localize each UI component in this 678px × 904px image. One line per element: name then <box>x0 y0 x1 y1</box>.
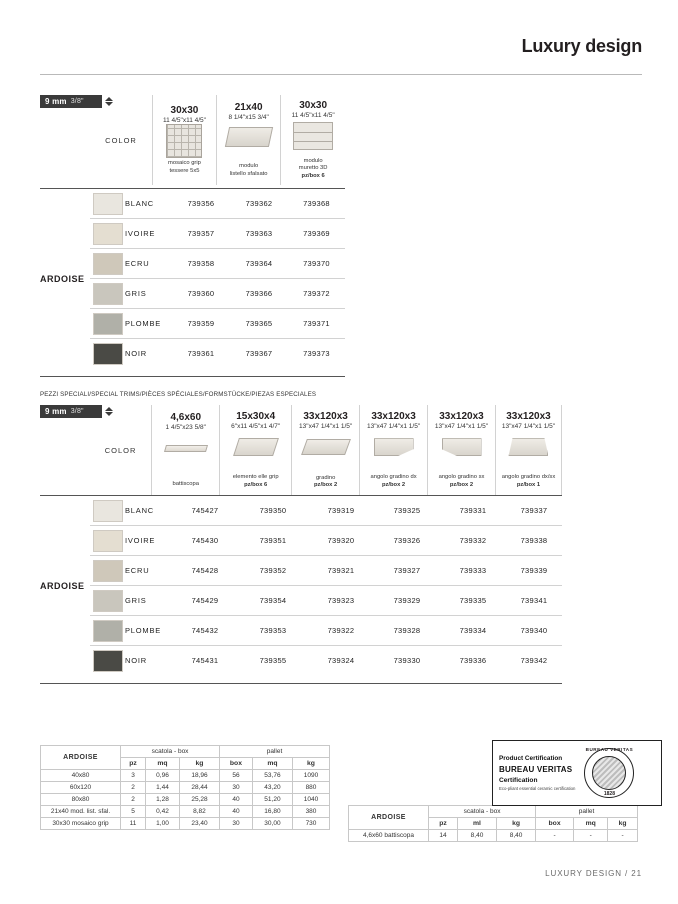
packing-cell: 2 <box>121 782 146 794</box>
packing-main-group1: scatola - box <box>121 746 220 758</box>
section2-col5-caption-bold: pz/box 1 <box>516 481 541 488</box>
packing-cell: 40 <box>220 806 253 818</box>
product-code: 739360 <box>187 289 215 298</box>
packing-trim-h5: kg <box>608 818 638 830</box>
section2-col3-caption1: angolo gradino dx <box>370 474 417 481</box>
section2-col1-caption1: elemento elle grip <box>232 474 279 481</box>
product-thumb-muretto <box>289 122 337 158</box>
section2-col4-size: 33x120x3 <box>439 411 484 423</box>
product-code: 739324 <box>327 656 355 666</box>
product-code: 739356 <box>187 199 215 208</box>
packing-main-h5: kg <box>292 758 329 770</box>
cert-line2: BUREAU VERITAS <box>499 764 573 774</box>
packing-trim-h3: box <box>536 818 574 830</box>
packing-cell: 28,44 <box>179 782 219 794</box>
packing-cell: 1040 <box>292 794 329 806</box>
product-code: 739363 <box>245 229 273 238</box>
table-row <box>41 770 330 782</box>
packing-trim-group1: scatola - box <box>429 806 536 818</box>
packing-format: 30x30 mosaico grip <box>41 818 121 830</box>
table-row <box>349 830 638 842</box>
packing-cell: 380 <box>292 806 329 818</box>
color-name: BLANC <box>125 506 155 515</box>
section2-col2-size-imperial: 13"x47 1/4"x1 1/5" <box>299 422 353 430</box>
packing-cell: 56 <box>220 770 253 782</box>
color-swatch <box>93 313 123 335</box>
color-name: IVOIRE <box>125 229 156 238</box>
section2-family: ARDOISE <box>40 580 85 591</box>
product-code: 739320 <box>327 536 355 545</box>
table-row <box>41 782 330 794</box>
product-code: 739325 <box>393 506 421 515</box>
packing-cell: 23,40 <box>179 818 219 830</box>
packing-main-h1: mq <box>146 758 180 770</box>
color-name: ECRU <box>125 566 150 575</box>
packing-cell: 880 <box>292 782 329 794</box>
product-code: 739351 <box>259 536 287 545</box>
product-code: 739341 <box>520 596 548 605</box>
packing-main-h2: kg <box>179 758 219 770</box>
packing-trim-h0: pz <box>429 818 458 830</box>
packing-cell: 1090 <box>292 770 329 782</box>
packing-cell: 30 <box>220 782 253 794</box>
section2-col5-size: 33x120x3 <box>506 411 551 423</box>
packing-main-group2: pallet <box>220 746 330 758</box>
table-row <box>40 586 562 616</box>
color-name: GRIS <box>125 289 147 298</box>
product-code: 739333 <box>459 566 487 575</box>
product-code: 739373 <box>303 349 330 359</box>
product-code: 739336 <box>459 656 487 666</box>
table-row <box>40 646 562 676</box>
packing-trim-family: ARDOISE <box>349 806 429 830</box>
packing-table-main <box>40 745 330 830</box>
color-swatch <box>93 193 123 215</box>
product-code: 739321 <box>327 566 355 575</box>
packing-cell: 5 <box>121 806 146 818</box>
product-code: 739329 <box>393 596 421 605</box>
packing-cell: 18,96 <box>179 770 219 782</box>
color-name: PLOMBE <box>125 626 162 635</box>
product-code: 745432 <box>191 626 219 635</box>
color-swatch <box>93 253 123 275</box>
section1-col2-size-imperial: 11 4/5"x11 4/5" <box>291 112 335 120</box>
product-code: 739366 <box>245 289 273 298</box>
packing-cell: 51,20 <box>252 794 292 806</box>
packing-cell: 730 <box>292 818 329 830</box>
product-code: 739327 <box>393 566 421 575</box>
packing-format: 60x120 <box>41 782 121 794</box>
product-code: 739354 <box>259 596 287 605</box>
section2-col3-size: 33x120x3 <box>371 411 416 423</box>
product-thumb-gradino <box>302 439 350 475</box>
packing-cell: - <box>608 830 638 842</box>
table-row <box>40 616 562 646</box>
product-code: 739332 <box>459 536 487 545</box>
packing-cell: 1,28 <box>146 794 180 806</box>
section1-col2-caption-bold: pz/box 6 <box>301 172 325 179</box>
section1-col2-caption1: modulo <box>303 158 323 165</box>
table-row <box>41 806 330 818</box>
color-name: PLOMBE <box>125 319 162 328</box>
packing-cell: 8,40 <box>457 830 496 842</box>
page-footer: LUXURY DESIGN / 21 <box>545 869 642 878</box>
color-name: NOIR <box>125 349 147 359</box>
packing-cell: 16,80 <box>252 806 292 818</box>
section1-col2-caption2: muretto 3D <box>298 165 328 172</box>
cert-seal-top: BUREAU VERITAS <box>585 747 634 752</box>
product-code: 739371 <box>303 319 330 328</box>
color-name: GRIS <box>125 596 147 605</box>
packing-format: 4,6x60 battiscopa <box>349 830 429 842</box>
product-code: 745431 <box>191 656 219 666</box>
section2-col2-caption1: gradino <box>315 474 336 481</box>
color-name: ECRU <box>125 259 150 268</box>
packing-cell: - <box>574 830 608 842</box>
product-code: 739369 <box>303 229 330 238</box>
section2-col1-caption-bold: pz/box 6 <box>244 481 268 488</box>
color-swatch <box>93 590 123 612</box>
packing-cell: 30,00 <box>252 818 292 830</box>
cert-line3: Certification <box>499 776 538 784</box>
section1-col2-size: 30x30 <box>299 100 328 112</box>
section2-col3-caption-bold: pz/box 2 <box>381 481 406 488</box>
section2-col0-caption1: battiscopa <box>172 480 199 487</box>
product-thumb-angolo-sx <box>438 438 486 474</box>
product-code: 739337 <box>520 506 548 515</box>
thickness-fraction-2: 3/8" <box>70 408 84 415</box>
product-code: 739368 <box>303 199 330 208</box>
packing-cell: 8,40 <box>497 830 536 842</box>
color-swatch <box>93 223 123 245</box>
product-code: 739335 <box>459 596 487 605</box>
cert-line1: Product Certification <box>499 755 563 763</box>
product-code: 739358 <box>187 259 215 268</box>
table-row <box>41 794 330 806</box>
cert-line4: Eco-pliant essential ceramic certification <box>499 785 576 791</box>
section1-header-row <box>40 95 345 185</box>
packing-main-h4: mq <box>252 758 292 770</box>
thickness-fraction-1: 3/8" <box>70 98 84 105</box>
section2-header-row <box>40 405 562 495</box>
color-swatch <box>93 343 123 365</box>
product-code: 739372 <box>303 289 330 298</box>
product-code: 739339 <box>520 566 548 575</box>
packing-format: 80x80 <box>41 794 121 806</box>
bureau-veritas-seal-icon <box>581 745 637 801</box>
product-thumb-angolo-dx <box>370 438 418 474</box>
packing-cell: 53,76 <box>252 770 292 782</box>
packing-cell: 11 <box>121 818 146 830</box>
table-row <box>40 189 345 219</box>
table-row <box>40 556 562 586</box>
product-code: 739365 <box>245 319 273 328</box>
color-swatch <box>93 560 123 582</box>
product-code: 739340 <box>520 626 548 635</box>
product-code: 745427 <box>191 506 219 515</box>
section2-col2-caption-bold: pz/box 2 <box>314 482 338 488</box>
packing-trim-group2: pallet <box>536 806 638 818</box>
section2-col1-size-imperial: 6"x11 4/5"x1 4/7" <box>231 423 281 431</box>
section1-col0-size-imperial: 11 4/5"x11 4/5" <box>162 117 206 125</box>
section2-col5-size-imperial: 13"x47 1/4"x1 1/5" <box>501 423 556 431</box>
thickness-value-1: 9 mm <box>45 97 67 106</box>
section1-col0-size: 30x30 <box>170 105 199 117</box>
packing-format: 21x40 mod. list. sfal. <box>41 806 121 818</box>
product-code: 739357 <box>187 229 215 238</box>
section1-col1-caption1: modulo <box>239 163 259 170</box>
color-swatch <box>93 500 123 522</box>
table-row <box>40 496 562 526</box>
product-code: 739370 <box>303 259 330 268</box>
packing-main-group-row <box>41 746 330 758</box>
section2-col1-size: 15x30x4 <box>236 411 276 423</box>
section1-col1-caption2: listello sfalsato <box>229 170 268 177</box>
packing-cell: 1,00 <box>146 818 180 830</box>
section2-col4-size-imperial: 13"x47 1/4"x1 1/5" <box>434 423 489 431</box>
product-thumb-angolo-dxsx <box>504 438 552 474</box>
section2-col4-caption-bold: pz/box 2 <box>449 481 474 488</box>
section1-col0-caption2: tessere 5x5 <box>169 167 200 174</box>
packing-cell: 3 <box>121 770 146 782</box>
product-code: 739362 <box>245 199 273 208</box>
packing-cell: 30 <box>220 818 253 830</box>
section2-col4-caption1: angolo gradino sx <box>438 474 485 481</box>
packing-cell: 8,82 <box>179 806 219 818</box>
section2-col3-size-imperial: 13"x47 1/4"x1 1/5" <box>366 423 421 431</box>
special-trims-note: PEZZI SPECIALI/SPECIAL TRIMS/PIÈCES SPÉCIALES/FORMSTÜCKE/PIEZAS ESPECIALES <box>40 391 317 398</box>
section1-color-label: COLOR <box>105 135 137 145</box>
packing-main-family: ARDOISE <box>41 746 121 770</box>
packing-trim-h2: kg <box>497 818 536 830</box>
packing-cell: - <box>536 830 574 842</box>
header-divider <box>40 74 642 75</box>
product-code: 739355 <box>259 656 287 666</box>
packing-format: 40x80 <box>41 770 121 782</box>
section2-col0-size-imperial: 1 4/5"x23 5/8" <box>165 423 206 431</box>
packing-cell: 43,20 <box>252 782 292 794</box>
product-code: 739330 <box>393 656 421 666</box>
section1-col1-size: 21x40 <box>234 102 263 114</box>
table-row <box>41 818 330 830</box>
packing-table-trim <box>348 805 638 842</box>
section2-col0-size: 4,6x60 <box>170 411 202 423</box>
product-code: 739323 <box>327 596 355 605</box>
certification-box <box>492 740 662 806</box>
section2-col5-caption1: angolo gradino dx/sx <box>501 474 556 481</box>
packing-cell: 0,96 <box>146 770 180 782</box>
product-code: 739361 <box>187 349 215 359</box>
color-name: IVOIRE <box>125 536 156 545</box>
section1-bottom-rule <box>40 376 345 377</box>
product-code: 739342 <box>520 656 548 666</box>
product-code: 739331 <box>459 506 487 515</box>
section1-family: ARDOISE <box>40 273 85 284</box>
color-swatch <box>93 283 123 305</box>
product-code: 739326 <box>393 536 421 545</box>
section2-bottom-rule <box>40 683 562 684</box>
packing-cell: 25,28 <box>179 794 219 806</box>
packing-cell: 0,42 <box>146 806 180 818</box>
packing-cell: 2 <box>121 794 146 806</box>
product-code: 739353 <box>259 626 287 635</box>
section2-color-label: COLOR <box>104 445 137 455</box>
color-swatch <box>93 650 123 672</box>
product-code: 739338 <box>520 536 548 545</box>
packing-main-h3: box <box>220 758 253 770</box>
packing-main-h0: pz <box>121 758 146 770</box>
section1-col0-caption1: mosaico grip <box>168 160 201 167</box>
product-code: 739334 <box>459 626 487 635</box>
product-code: 739350 <box>259 506 287 515</box>
product-code: 739322 <box>327 626 355 635</box>
certification-text <box>499 754 575 792</box>
product-code: 745429 <box>191 596 219 605</box>
product-code: 739359 <box>187 319 215 328</box>
color-name: BLANC <box>125 199 155 208</box>
page-title: Luxury design <box>521 36 642 56</box>
product-thumb-battiscopa <box>162 445 210 481</box>
packing-trim-h4: mq <box>574 818 608 830</box>
packing-trim-h1: ml <box>457 818 496 830</box>
product-code: 739319 <box>327 506 355 515</box>
packing-cell: 1,44 <box>146 782 180 794</box>
section2-table <box>40 405 562 495</box>
thickness-value-2: 9 mm <box>45 407 67 416</box>
product-thumb-mosaico <box>160 124 208 160</box>
section1-col1-size-imperial: 8 1/4"x15 3/4" <box>228 114 269 122</box>
product-code: 739328 <box>393 626 421 635</box>
color-swatch <box>93 620 123 642</box>
product-code: 739364 <box>245 259 273 268</box>
section2-col2-size: 33x120x3 <box>303 410 348 422</box>
section1-table <box>40 95 345 185</box>
product-code: 739352 <box>259 566 287 575</box>
product-thumb-elemento-elle <box>232 438 280 474</box>
section1-rows <box>40 188 345 369</box>
cert-seal-year: 1828 <box>603 791 615 797</box>
color-name: NOIR <box>125 656 147 666</box>
packing-cell: 14 <box>429 830 458 842</box>
table-row <box>40 526 562 556</box>
packing-cell: 40 <box>220 794 253 806</box>
product-code: 745430 <box>191 536 219 545</box>
product-thumb-listello <box>225 127 273 163</box>
product-code: 739367 <box>245 349 273 359</box>
section2-rows <box>40 495 562 676</box>
color-swatch <box>93 530 123 552</box>
packing-trim-group-row <box>349 806 638 818</box>
product-code: 745428 <box>191 566 219 575</box>
